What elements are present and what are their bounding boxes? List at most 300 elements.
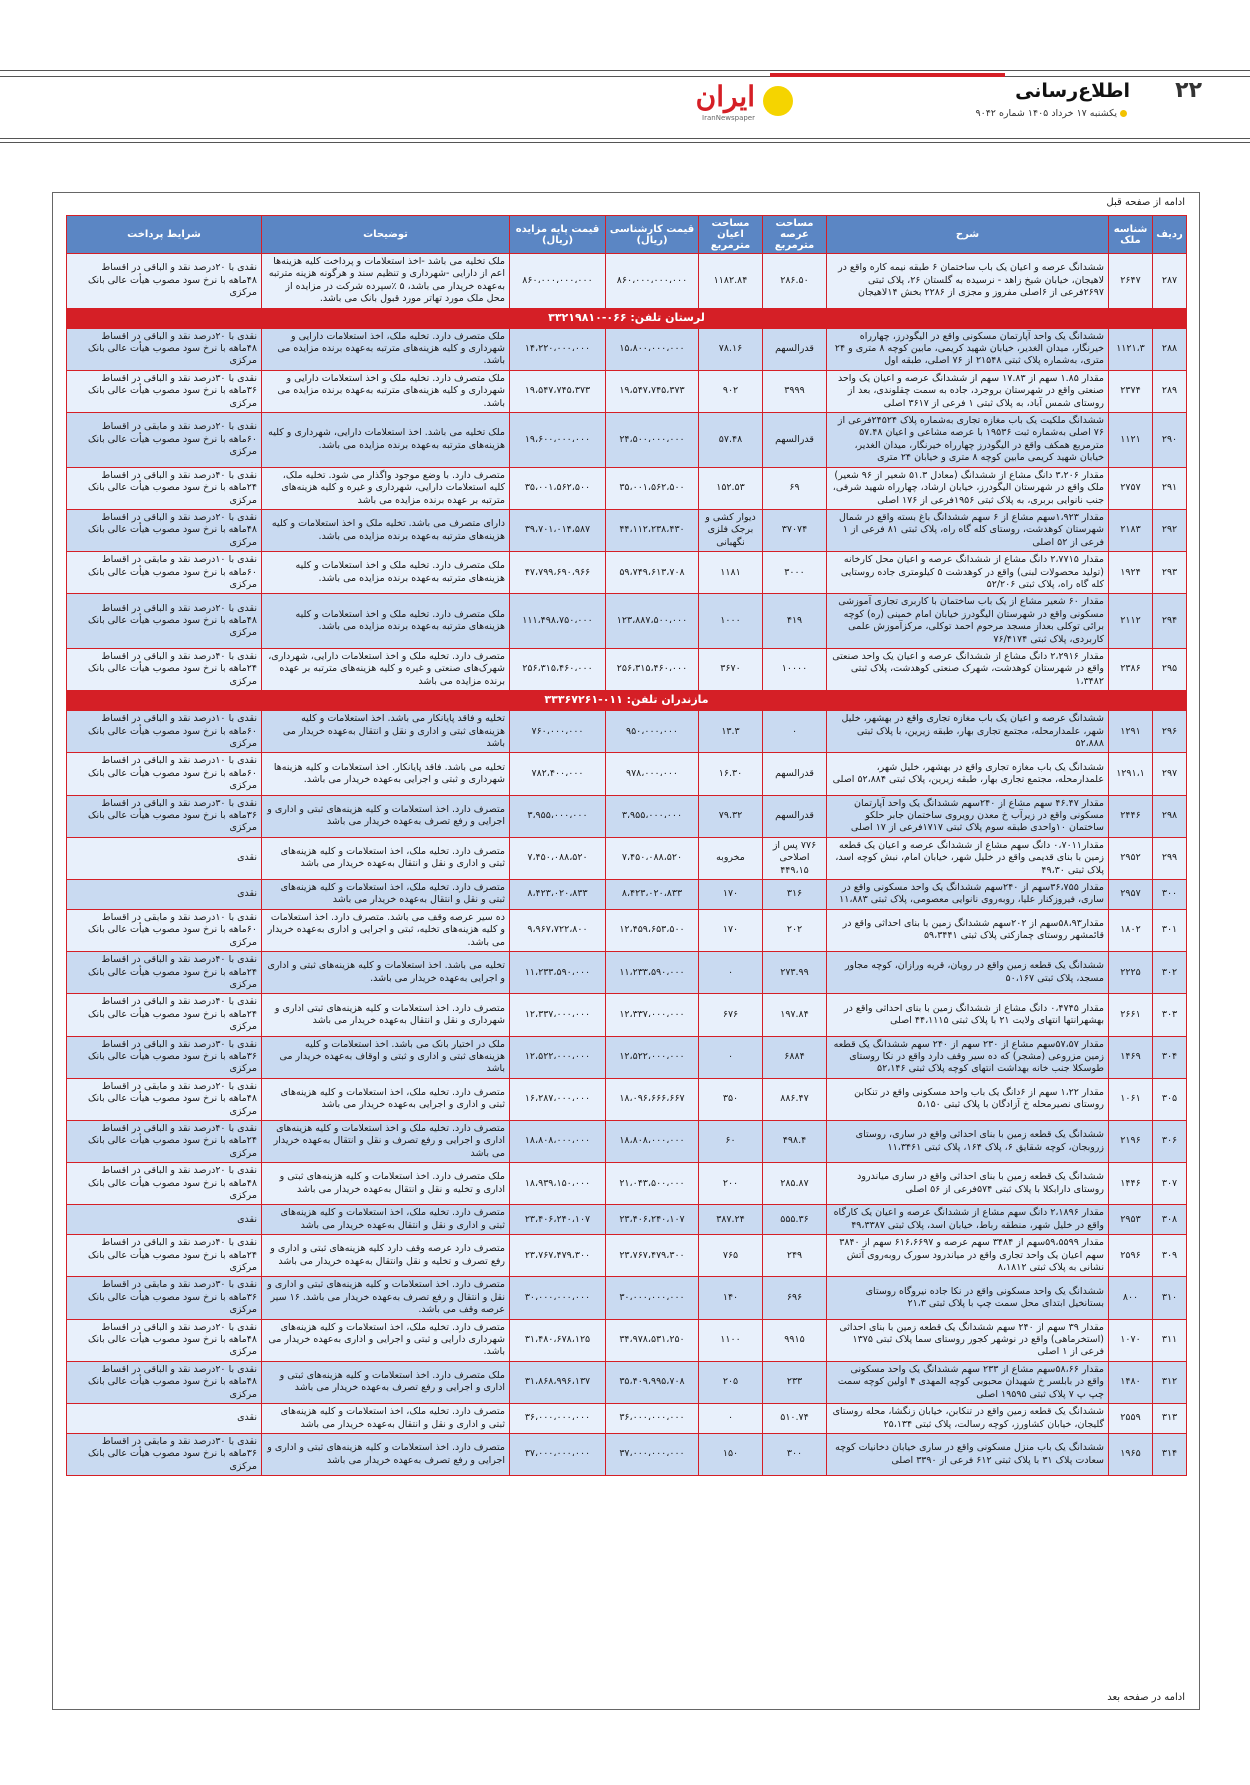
appraisal-price: ۱۸،۸۰۸،۰۰۰،۰۰۰ — [606, 1120, 699, 1162]
row-number: ۲۹۰ — [1153, 413, 1187, 468]
date-line: یکشنبه ۱۷ خرداد ۱۴۰۵ شماره ۹۰۴۲ — [976, 108, 1131, 119]
notes: متصرف دارد. تخلیه ملک، اخذ استعلامات و کلیه هزینه‌های ثبتی و اداری و نقل و انتقال به‌عهده خریدار می باشد — [262, 1404, 510, 1434]
payment-terms: نقدی — [67, 1205, 262, 1235]
appraisal-price: ۷،۴۵۰،۰۸۸،۵۲۰ — [606, 837, 699, 879]
building-area: دیوار کشی و برجک فلزی نگهبانی — [699, 509, 763, 551]
notes: متصرف دارد. اخذ استعلامات و کلیه هزینه‌های ثبتی و اداری و اجرایی و رفع تصرف به‌عهده خریدار می باشد — [262, 795, 510, 837]
description: ششدانگ یک قطعه زمین واقع در رویان، قریه ورازان، کوچه مجاور مسجد، پلاک ثبتی ۵۰،۱۶۷ — [827, 952, 1109, 994]
row-number: ۳۰۹ — [1153, 1235, 1187, 1277]
row-number: ۲۹۱ — [1153, 467, 1187, 509]
property-id: ۱۲۹۱،۱ — [1109, 753, 1153, 795]
row-number: ۳۰۸ — [1153, 1205, 1187, 1235]
building-area: ۶۰ — [699, 1120, 763, 1162]
description: مقدار ۲،۲۹۱۶ دانگ مشاع از ششدانگ عرصه و اعیان یک واحد صنعتی واقع در شهرستان کوهدشت، شهرک صنعتی کوهدشت، پلاک ثبتی ۱،۳۴۸۲ — [827, 648, 1109, 690]
building-area: ۱۵۰ — [699, 1433, 763, 1475]
building-area: ۲۰۰ — [699, 1163, 763, 1205]
notes: متصرف دارد. اخذ استعلامات و کلیه هزینه‌های ثبتی اداری و شهرداری و نقل و انتقال به‌عهده خریدار می باشد — [262, 994, 510, 1036]
auction-table — [66, 215, 1187, 1476]
payment-terms: نقدی با ۲۰درصد نقد و الباقی در اقساط ۴۸ماهه با نرخ سود مصوب هیأت عالی بانک مرکزی — [67, 509, 262, 551]
appraisal-price: ۲۳،۴۰۶،۲۴۰،۱۰۷ — [606, 1205, 699, 1235]
table-row — [67, 1433, 1187, 1475]
column-header: توضیحات — [262, 216, 510, 254]
description: مقدار ۱،۹۲۳سهم مشاع از ۶ سهم ششدانگ باغ بسته واقع در شمال شهرستان کوهدشت، روستای کله گاه راه، پلاک ثبتی ۸۱ فرعی از ۱ فرعی از ۵۲ اصلی — [827, 509, 1109, 551]
description: ششدانگ یک قطعه زمین با بنای احداثی واقع در ساری، روستای زروبجان، کوچه شقایق ۶، پلاک ۱۶۴، پلاک ثبتی ۱۱،۳۴۶۱ — [827, 1120, 1109, 1162]
next-page-note: ادامه در صفحه بعد — [1107, 1692, 1185, 1703]
land-area: ۲۸۶.۵۰ — [763, 254, 827, 309]
appraisal-price: ۱۲،۵۲۲،۰۰۰،۰۰۰ — [606, 1036, 699, 1078]
appraisal-price: ۳۷،۰۰۰،۰۰۰،۰۰۰ — [606, 1433, 699, 1475]
notes: ملک متصرف دارد. تخلیه ملک و اخذ استعلامات دارایی و شهرداری و کلیه هزینه‌های مترتبه به‌عهده برنده مزایده می باشد. — [262, 370, 510, 412]
table-row — [67, 795, 1187, 837]
masthead — [0, 0, 1250, 150]
description: مقدار ۲،۷۷۱۵ دانگ مشاع از ششدانگ عرصه و اعیان محل کارخانه (تولید محصولات لبنی) واقع در کوهدشت ۵ کیلومتری جاده روستایی کله گاه راه، پلاک ثبتی ۵۲/۲۰۶ — [827, 552, 1109, 594]
appraisal-price: ۹۵۰،۰۰۰،۰۰۰ — [606, 711, 699, 753]
base-price: ۲۵۶،۳۱۵،۴۶۰،۰۰۰ — [510, 648, 606, 690]
property-id: ۱۴۴۶ — [1109, 1163, 1153, 1205]
row-number: ۲۹۴ — [1153, 594, 1187, 649]
payment-terms: نقدی با ۴۰درصد نقد و الباقی در اقساط ۲۴ماهه با نرخ سود مصوب هیأت عالی بانک مرکزی — [67, 1235, 262, 1277]
land-area: ۵۵۵.۳۶ — [763, 1205, 827, 1235]
description: مقدار ۳۶،۷۵۵سهم از ۲۴۰سهم ششدانگ یک واحد مسکونی واقع در ساری، فیروزکنار علیا، روبه‌روی نانوایی معصومی، پلاک ثبتی ۱۱،۸۸۳ — [827, 880, 1109, 910]
table-row — [67, 509, 1187, 551]
row-number: ۳۰۳ — [1153, 994, 1187, 1036]
notes: دارای متصرف می باشد. تخلیه ملک و اخذ استعلامات و کلیه هزینه‌های مترتبه به‌عهده برنده مزایده می باشد. — [262, 509, 510, 551]
table-row — [67, 413, 1187, 468]
land-area: قدرالسهم — [763, 328, 827, 370]
province-header-row — [67, 308, 1187, 328]
appraisal-price: ۱۹،۵۴۷،۷۴۵،۳۷۳ — [606, 370, 699, 412]
row-number: ۳۰۵ — [1153, 1078, 1187, 1120]
bottom-rule — [0, 142, 1250, 143]
building-area: ۹۰۲ — [699, 370, 763, 412]
property-id: ۲۳۸۶ — [1109, 648, 1153, 690]
appraisal-price: ۱۲،۳۳۷،۰۰۰،۰۰۰ — [606, 994, 699, 1036]
table-row — [67, 1205, 1187, 1235]
appraisal-price: ۱۲،۴۵۹،۶۵۳،۵۰۰ — [606, 909, 699, 951]
payment-terms: نقدی — [67, 1404, 262, 1434]
property-id: ۱۸۰۲ — [1109, 909, 1153, 951]
building-area: ۰ — [699, 1036, 763, 1078]
land-area: ۱۹۷.۸۴ — [763, 994, 827, 1036]
base-price: ۷۶۰،۰۰۰،۰۰۰ — [510, 711, 606, 753]
row-number: ۳۱۲ — [1153, 1361, 1187, 1403]
base-price: ۱۲،۳۳۷،۰۰۰،۰۰۰ — [510, 994, 606, 1036]
building-area: ۱۵۲.۵۳ — [699, 467, 763, 509]
province-label: لرستان تلفن: ۰۶۶-۳۳۲۱۹۸۱۰ — [67, 308, 1187, 328]
base-price: ۷۸۲،۴۰۰،۰۰۰ — [510, 753, 606, 795]
payment-terms: نقدی با ۲۰درصد نقد و الباقی در اقساط ۴۸ماهه با نرخ سود مصوب هیأت عالی بانک مرکزی — [67, 1319, 262, 1361]
payment-terms: نقدی — [67, 837, 262, 879]
property-id: ۲۱۱۲ — [1109, 594, 1153, 649]
table-row — [67, 837, 1187, 879]
content-frame — [52, 192, 1200, 1710]
description: مقدار۰،۷۰۱۱ دانگ سهم مشاع از ششدانگ عرصه و اعیان یک قطعه زمین با بنای قدیمی واقع در خلیل شهر، خیابان امام، نبش کوچه اسد، پلاک ثبتی ۴۹،۳۰ — [827, 837, 1109, 879]
base-price: ۱۱۱،۴۹۸،۷۵۰،۰۰۰ — [510, 594, 606, 649]
table-row — [67, 1235, 1187, 1277]
notes: متصرف دارد. تخلیه ملک، اخذ استعلامات و کلیه هزینه‌های ثبتی و اداری و اجرایی به‌عهده خریدار می باشد — [262, 1078, 510, 1120]
table-row — [67, 1078, 1187, 1120]
accent-strip — [770, 73, 1005, 77]
notes: تخلیه و فاقد پایانکار می باشد. اخذ استعلامات و کلیه هزینه‌های ثبتی و اداری و نقل و انتقال به‌عهده خریدار می باشد — [262, 711, 510, 753]
row-number: ۳۱۱ — [1153, 1319, 1187, 1361]
column-header: شرایط پرداخت — [67, 216, 262, 254]
property-id: ۲۵۹۶ — [1109, 1235, 1153, 1277]
description: ششدانگ یک قطعه زمین با بنای احداثی واقع در ساری میاندرود روستای دارابکلا با پلاک ثبتی ۵۷۴فرعی از ۵۶ اصلی — [827, 1163, 1109, 1205]
payment-terms: نقدی با ۳۰درصد نقد و مابقی در اقساط ۳۶ماهه با نرخ سود مصوب هیأت عالی بانک مرکزی — [67, 1277, 262, 1319]
table-row — [67, 994, 1187, 1036]
appraisal-price: ۱۵،۸۰۰،۰۰۰،۰۰۰ — [606, 328, 699, 370]
table-row — [67, 1277, 1187, 1319]
logo-subtitle: IranNewspaper — [702, 114, 755, 122]
table-header-row — [67, 216, 1187, 254]
land-area: ۷۷۶ پس از اصلاحی ۴۴۹،۱۵ — [763, 837, 827, 879]
land-area: قدرالسهم — [763, 413, 827, 468]
land-area: ۴۹۸.۴ — [763, 1120, 827, 1162]
base-price: ۳۱،۴۸۰،۶۷۸،۱۲۵ — [510, 1319, 606, 1361]
property-id: ۱۹۶۵ — [1109, 1433, 1153, 1475]
description: مقدار ۴۶.۴۷ سهم مشاع از ۲۴۰سهم ششدانگ یک واحد آپارتمان مسکونی واقع در زیرآب خ معدن رویروی ساختمان جابر حلکو ساختمان ۱۰واحدی طبقه سوم پلاک ثبتی ۱۷۱۷فرعی از ۱۷ اصلی — [827, 795, 1109, 837]
logo-text: ایران — [695, 80, 755, 113]
row-number: ۲۸۸ — [1153, 328, 1187, 370]
property-id: ۲۲۲۵ — [1109, 952, 1153, 994]
table-row — [67, 254, 1187, 309]
payment-terms: نقدی با ۲۰درصد نقد و الباقی در اقساط ۴۸ماهه با نرخ سود مصوب هیأت عالی بانک مرکزی — [67, 594, 262, 649]
property-id: ۲۶۶۱ — [1109, 994, 1153, 1036]
column-header: قیمت کارشناسی (ریال) — [606, 216, 699, 254]
table-row — [67, 328, 1187, 370]
property-id: ۱۲۹۱ — [1109, 711, 1153, 753]
payment-terms: نقدی با ۱۰درصد نقد و مابقی در اقساط ۶۰ماهه با نرخ سود مصوب هیأت عالی بانک مرکزی — [67, 909, 262, 951]
appraisal-price: ۱۱،۲۳۳،۵۹۰،۰۰۰ — [606, 952, 699, 994]
payment-terms: نقدی با ۱۰درصد نقد و الباقی در اقساط ۶۰ماهه با نرخ سود مصوب هیأت عالی بانک مرکزی — [67, 711, 262, 753]
description: مقدار ۳،۲۰۶ دانگ مشاع از ششدانگ (معادل ۵۱.۳ شعیر از ۹۶ شعیر) ملک واقع در شهرستان الیگودرز، خیابان ارشاد، چهارراه شهید شرفی، جنب نانوایی بربری، به پلاک ثبتی ۱۹۵۶فرعی از ۱۷۶ اصلی — [827, 467, 1109, 509]
province-label: مازندران تلفن: ۰۱۱-۳۳۳۶۷۲۶۱ — [67, 691, 1187, 711]
row-number: ۲۹۵ — [1153, 648, 1187, 690]
notes: ملک متصرف دارد. تخلیه ملک و اخذ استعلامات و کلیه هزینه‌های مترتبه به‌عهده برنده مزایده می باشد. — [262, 594, 510, 649]
notes: ملک متصرف دارد. اخذ استعلامات و کلیه هزینه‌های ثبتی و اداری و تخلیه و نقل و انتقال به‌عهده خریدار می باشد — [262, 1163, 510, 1205]
payment-terms: نقدی با ۳۰درصد نقد و الباقی در اقساط ۳۶ماهه با نرخ سود مصوب هیأت عالی بانک مرکزی — [67, 1036, 262, 1078]
payment-terms: نقدی با ۲۰درصد نقد و الباقی در اقساط ۴۸ماهه با نرخ سود مصوب هیأت عالی بانک مرکزی — [67, 1361, 262, 1403]
table-row — [67, 952, 1187, 994]
row-number: ۳۰۴ — [1153, 1036, 1187, 1078]
appraisal-price: ۳۴،۹۷۸،۵۳۱،۲۵۰ — [606, 1319, 699, 1361]
base-price: ۷،۴۵۰،۰۸۸،۵۲۰ — [510, 837, 606, 879]
property-id: ۲۴۴۶ — [1109, 795, 1153, 837]
appraisal-price: ۳۵،۴۰۹،۹۹۵،۷۰۸ — [606, 1361, 699, 1403]
description: مقدار ۵۷،۵۷سهم مشاع از ۲۳۰ سهم از ۲۴۰ سهم ششدانگ یک قطعه زمین مزروعی (مشجر) که ده سیر وقف دارد واقع در نکا روستای طوسکلا جنب خانه بهداشت انتهای کوچه پلاک ثبتی ۵۲،۱۴۶ — [827, 1036, 1109, 1078]
land-area: ۱۰۰۰۰ — [763, 648, 827, 690]
base-price: ۱۶،۲۸۷،۰۰۰،۰۰۰ — [510, 1078, 606, 1120]
column-header: شناسه ملک — [1109, 216, 1153, 254]
table-row — [67, 467, 1187, 509]
property-id: ۱۱۲۱،۳ — [1109, 328, 1153, 370]
appraisal-price: ۸۶۰،۰۰۰،۰۰۰،۰۰۰ — [606, 254, 699, 309]
base-price: ۱۲،۵۲۲،۰۰۰،۰۰۰ — [510, 1036, 606, 1078]
property-id: ۲۵۵۹ — [1109, 1404, 1153, 1434]
land-area: ۸۸۶.۴۷ — [763, 1078, 827, 1120]
notes: ملک تخلیه می باشد -اخذ استعلامات و پرداخت کلیه هزینه‌ها اعم از دارایی -شهرداری و تنظیم سند و هرگونه هزینه مترتبه به‌عهده خریدار می باشد، ۵ ٪سپرده شرکت در مزایده از محل ملک مورد تهاتر مورد قبول بانک می باشد. — [262, 254, 510, 309]
payment-terms: نقدی با ۲۰درصد نقد و مابقی در اقساط ۴۸ماهه با نرخ سود مصوب هیأت عالی بانک مرکزی — [67, 1078, 262, 1120]
appraisal-price: ۲۱،۰۴۳،۵۰۰،۰۰۰ — [606, 1163, 699, 1205]
notes: ملک متصرف دارد. تخلیه ملک، اخذ استعلامات دارایی و شهرداری و کلیه هزینه‌های مترتبه به‌عهده برنده مزایده می باشد. — [262, 328, 510, 370]
top-rule — [0, 70, 1250, 71]
description: مقدار۵۸،۹۳سهم از ۲۰۲سهم ششدانگ زمین با بنای احداثی واقع در قائمشهر روستای چمازکتی پلاک ثبتی ۵۹،۳۴۴۱ — [827, 909, 1109, 951]
description: مقدار ۵۹،۵۵۹۹سهم از ۳۴۸۴ سهم عرصه و ۶۱۶،۶۶۹۷ سهم از ۳۸۴۰ سهم اعیان یک واحد تجاری واقع در میاندرود سورک روبه‌روی آتش نشانی به پلاک ثبتی ۸،۱۸۱۲ — [827, 1235, 1109, 1277]
description: مقدار ۳۹ سهم از ۲۴۰ سهم ششدانگ یک قطعه زمین با بنای احداثی (استخرماهی) واقع در نوشهر کجور روستای سما پلاک ثبتی ۱۳۷۵ فرعی از ۱ اصلی — [827, 1319, 1109, 1361]
table-row — [67, 1120, 1187, 1162]
notes: تخلیه می باشد. فاقد پایانکار. اخذ استعلامات و کلیه هزینه‌ها شهرداری و ثبتی و اجرایی به‌عهده خریدار می باشد. — [262, 753, 510, 795]
base-price: ۸۶۰،۰۰۰،۰۰۰،۰۰۰ — [510, 254, 606, 309]
description: مقدار ۵۸،۶۶سهم مشاع از ۲۳۳ سهم ششدانگ یک واحد مسکونی واقع در بابلسر خ شهیدان محبوبی کوچه المهدی ۴ اولین کوچه سمت چپ پ ۷ پلاک ثبتی ۱۹۵۹۵ اصلی — [827, 1361, 1109, 1403]
dot-icon — [1120, 110, 1127, 117]
building-area: ۰ — [699, 1404, 763, 1434]
appraisal-price: ۱۲۳،۸۸۷،۵۰۰،۰۰۰ — [606, 594, 699, 649]
appraisal-price: ۸،۴۲۳،۰۲۰،۸۳۳ — [606, 880, 699, 910]
notes: متصرف دارد. با وضع موجود واگذار می شود. تخلیه ملک، کلیه استعلامات دارایی، شهرداری و غیره و کلیه هزینه‌های مترتبه بر عهده برنده مزایده می باشد — [262, 467, 510, 509]
base-price: ۱۹،۶۰۰،۰۰۰،۰۰۰ — [510, 413, 606, 468]
notes: متصرف دارد. تخلیه ملک، اخذ استعلامات و کلیه هزینه‌های شهرداری دارایی و ثبتی و اجرایی و اداری به‌عهده خریدار می باشد. — [262, 1319, 510, 1361]
base-price: ۳۷،۰۰۰،۰۰۰،۰۰۰ — [510, 1433, 606, 1475]
base-price: ۴۷،۷۹۹،۶۹۰،۹۶۶ — [510, 552, 606, 594]
building-area: ۱۰۰۰ — [699, 594, 763, 649]
land-area: ۲۸۵.۸۷ — [763, 1163, 827, 1205]
row-number: ۳۰۲ — [1153, 952, 1187, 994]
building-area: ۷۶۵ — [699, 1235, 763, 1277]
land-area: ۳۰۰۰ — [763, 552, 827, 594]
property-id: ۲۱۹۶ — [1109, 1120, 1153, 1162]
newspaper-logo[interactable] — [673, 82, 793, 122]
province-header-row — [67, 691, 1187, 711]
notes: متصرف دارد. اخذ استعلامات و کلیه هزینه‌های ثبتی و اداری و نقل و انتقال و رفع تصرف به‌عهده خریدار می باشد. ۱۶ سیر عرصه وقف می باشد. — [262, 1277, 510, 1319]
base-price: ۳۰،۰۰۰،۰۰۰،۰۰۰ — [510, 1277, 606, 1319]
payment-terms: نقدی با ۳۰درصد نقد و الباقی در اقساط ۳۶ماهه با نرخ سود مصوب هیأت عالی بانک مرکزی — [67, 795, 262, 837]
property-id: ۸۰۰ — [1109, 1277, 1153, 1319]
table-row — [67, 1361, 1187, 1403]
building-area: ۳۶۷۰ — [699, 648, 763, 690]
payment-terms: نقدی با ۴۰درصد نقد و الباقی در اقساط ۲۴ماهه با نرخ سود مصوب هیأت عالی بانک مرکزی — [67, 994, 262, 1036]
payment-terms: نقدی با ۲۰درصد نقد و مابقی در اقساط ۶۰ماهه با نرخ سود مصوب هیأت عالی بانک مرکزی — [67, 413, 262, 468]
property-id: ۱۴۸۰ — [1109, 1361, 1153, 1403]
row-number: ۲۸۹ — [1153, 370, 1187, 412]
row-number: ۳۱۴ — [1153, 1433, 1187, 1475]
description: ششدانگ عرصه و اعیان یک باب ساختمان ۶ طبقه نیمه کاره واقع در لاهیجان، خیابان شیخ زاهد - نرسیده به گلستان ۲۶، پلاک ثبتی ۲۶۹۷فرعی از ۶اصلی مفروز و مجزی از ۲۲۸۶ بخش ۱۴لاهیجان — [827, 254, 1109, 309]
row-number: ۳۰۱ — [1153, 909, 1187, 951]
property-id: ۲۹۵۷ — [1109, 880, 1153, 910]
continued-note: ادامه از صفحه قبل — [1106, 197, 1185, 208]
table-row — [67, 594, 1187, 649]
description: مقدار ۰،۴۷۴۵ دانگ مشاع از ششدانگ زمین با بنای احداثی واقع در بهشهرانتها انتهای ولایت ۲۱ با پلاک ثبتی ۴۴،۱۱۱۵ اصلی — [827, 994, 1109, 1036]
appraisal-price: ۱۸،۰۹۶،۶۶۶،۶۶۷ — [606, 1078, 699, 1120]
row-number: ۲۹۷ — [1153, 753, 1187, 795]
table-row — [67, 753, 1187, 795]
land-area: ۶۹۶ — [763, 1277, 827, 1319]
payment-terms: نقدی با ۲۰درصد نقد و الباقی در اقساط ۴۸ماهه با نرخ سود مصوب هیأت عالی بانک مرکزی — [67, 328, 262, 370]
building-area: ۳۸۷.۲۴ — [699, 1205, 763, 1235]
payment-terms: نقدی با ۱۰درصد نقد و مابقی در اقساط ۶۰ماهه با نرخ سود مصوب هیأت عالی بانک مرکزی — [67, 552, 262, 594]
property-id: ۱۴۶۹ — [1109, 1036, 1153, 1078]
payment-terms: نقدی با ۴۰درصد نقد و الباقی در اقساط ۲۴ماهه با نرخ سود مصوب هیأت عالی بانک مرکزی — [67, 1120, 262, 1162]
row-number: ۲۹۹ — [1153, 837, 1187, 879]
land-area: قدرالسهم — [763, 753, 827, 795]
property-id: ۲۷۵۷ — [1109, 467, 1153, 509]
top-rule — [0, 76, 1250, 77]
row-number: ۳۱۳ — [1153, 1404, 1187, 1434]
notes: تخلیه می باشد. اخذ استعلامات و کلیه هزینه‌های ثبتی و اداری و اجرایی به‌عهده خریدار می باشد. — [262, 952, 510, 994]
description: ششدانگ ملکیت یک باب مغازه تجاری به‌شماره پلاک ۲۴۵۲۴فرعی از ۷۶ اصلی به‌شماره ثبت ۱۹۵۳۶ با عرصه مشاعی و اعیان ۵۷.۴۸ مترمربع همکف واقع در الیگودرز چهارراه خیرنگار، میدان الغدیر، خیابان شهید کریمی مابین کوچه ۸ متری و خیابان ۲۴ متری — [827, 413, 1109, 468]
row-number: ۲۹۶ — [1153, 711, 1187, 753]
table-row — [67, 1163, 1187, 1205]
land-area: ۳۱۶ — [763, 880, 827, 910]
notes: متصرف دارد. تخلیه ملک، اخذ استعلامات و کلیه هزینه‌های ثبتی و نقل و انتقال به‌عهده خریدار می باشد — [262, 880, 510, 910]
notes: متصرف دارد. تخلیه ملک، اخذ استعلامات و کلیه هزینه‌های ثبتی و اداری و نقل و انتقال به‌عهده خریدار می باشد — [262, 1205, 510, 1235]
notes: ده سیر عرصه وقف می باشد. متصرف دارد. اخذ استعلامات و کلیه هزینه‌های تخلیه، ثبتی و اجرایی و اداری به‌عهده خریدار می باشد. — [262, 909, 510, 951]
row-number: ۲۹۸ — [1153, 795, 1187, 837]
base-price: ۳۱،۸۶۸،۹۹۶،۱۳۷ — [510, 1361, 606, 1403]
land-area: ۴۱۹ — [763, 594, 827, 649]
table-body — [67, 254, 1187, 1476]
row-number: ۲۹۳ — [1153, 552, 1187, 594]
description: ششدانگ یک واحد آپارتمان مسکونی واقع در الیگودرز، چهارراه خیرنگار، میدان الغدیر، خیابان شهید کریمی، مابین کوچه ۸ متری و ۲۴ متری، به‌شماره پلاک ثبتی ۲۱۵۴۸ از ۷۶ اصلی، طبقه اول — [827, 328, 1109, 370]
building-area: ۱۳.۳ — [699, 711, 763, 753]
building-area: ۱۷۰ — [699, 909, 763, 951]
column-header: مساحت اعیان مترمربع — [699, 216, 763, 254]
building-area: ۳۵۰ — [699, 1078, 763, 1120]
land-area: ۲۷۳.۹۹ — [763, 952, 827, 994]
base-price: ۸،۴۲۳،۰۲۰،۸۳۳ — [510, 880, 606, 910]
base-price: ۳،۹۵۵،۰۰۰،۰۰۰ — [510, 795, 606, 837]
building-area: ۱۶.۳۰ — [699, 753, 763, 795]
property-id: ۱۱۲۱ — [1109, 413, 1153, 468]
page-number: ۲۲ — [1175, 78, 1202, 103]
property-id: ۲۱۸۳ — [1109, 509, 1153, 551]
payment-terms: نقدی با ۴۰درصد نقد و الباقی در اقساط ۲۴ماهه با نرخ سود مصوب هیأت عالی بانک مرکزی — [67, 467, 262, 509]
building-area: ۱۱۰۰ — [699, 1319, 763, 1361]
building-area: ۱۱۸۲.۸۴ — [699, 254, 763, 309]
payment-terms: نقدی با ۴۰درصد نقد و الباقی در اقساط ۲۴ماهه با نرخ سود مصوب هیأت عالی بانک مرکزی — [67, 648, 262, 690]
appraisal-price: ۹۷۸،۰۰۰،۰۰۰ — [606, 753, 699, 795]
description: ششدانگ یک باب مغازه تجاری واقع در بهشهر، خلیل شهر، علمدارمحله، مجتمع تجاری بهار، طبقه زیرین، پلاک ثبتی ۵۲،۸۸۴ اصلی — [827, 753, 1109, 795]
notes: ملک متصرف دارد. اخذ استعلامات و کلیه هزینه‌های ثبتی و اداری و اجرایی و رفع تصرف به‌عهده خریدار می باشد — [262, 1361, 510, 1403]
description: ششدانگ عرصه و اعیان یک باب مغازه تجاری واقع در بهشهر، خلیل شهر، علمدارمحله، مجتمع تجاری بهار، طبقه زیرین، با پلاک ثبتی ۵۲،۸۸۸ — [827, 711, 1109, 753]
property-id: ۱۹۲۴ — [1109, 552, 1153, 594]
sun-icon — [763, 86, 793, 116]
column-header: ردیف — [1153, 216, 1187, 254]
appraisal-price: ۵۹،۷۴۹،۶۱۳،۷۰۸ — [606, 552, 699, 594]
notes: متصرف دارد. تخلیه ملک و اخذ استعلامات دارایی، شهرداری، شهرک‌های صنعتی و غیره و کلیه هزینه‌های مترتبه بر عهده برنده مزایده می باشد — [262, 648, 510, 690]
appraisal-price: ۲۴،۵۰۰،۰۰۰،۰۰۰ — [606, 413, 699, 468]
land-area: ۰ — [763, 711, 827, 753]
description: مقدار ۶۰ شعیر مشاع از یک باب ساختمان با کاربری تجاری آموزشی مسکونی واقع در شهرستان الیگودرز خیابان امام خمینی (ره) کوچه برائی توکلی بعداز مسجد مرحوم احمد توکلی، مرکزآموزش علمی کاربردی، پلاک ثبتی ۷۶/۴۱۷۴ — [827, 594, 1109, 649]
row-number: ۳۰۰ — [1153, 880, 1187, 910]
building-area: ۰ — [699, 952, 763, 994]
land-area: ۶۸۸۴ — [763, 1036, 827, 1078]
building-area: ۶۷۶ — [699, 994, 763, 1036]
building-area: ۱۷۰ — [699, 880, 763, 910]
row-number: ۳۱۰ — [1153, 1277, 1187, 1319]
table-row — [67, 648, 1187, 690]
property-id: ۲۹۵۳ — [1109, 1205, 1153, 1235]
base-price: ۱۴،۲۲۰،۰۰۰،۰۰۰ — [510, 328, 606, 370]
notes: متصرف دارد عرصه وقف دارد کلیه هزینه‌های ثبتی و اداری و رفع تصرف و تخلیه و نقل وانتقال به‌عهده خریدار می باشد — [262, 1235, 510, 1277]
notes: ملک تخلیه می باشد. اخذ استعلامات دارایی، شهرداری و کلیه هزینه‌های مترتبه به‌عهده برنده مزایده می باشد. — [262, 413, 510, 468]
table-row — [67, 1404, 1187, 1434]
building-area: مخروبه — [699, 837, 763, 879]
appraisal-price: ۳۰،۰۰۰،۰۰۰،۰۰۰ — [606, 1277, 699, 1319]
table-row — [67, 909, 1187, 951]
notes: متصرف دارد. تخلیه ملک، اخذ استعلامات و کلیه هزینه‌های ثبتی و اداری و نقل و انتقال به‌عهده خریدار می باشد — [262, 837, 510, 879]
payment-terms: نقدی با ۱۰درصد نقد و الباقی در اقساط ۶۰ماهه با نرخ سود مصوب هیأت عالی بانک مرکزی — [67, 753, 262, 795]
table-row — [67, 552, 1187, 594]
payment-terms: نقدی با ۲۰درصد نقد و الباقی در اقساط ۴۸ماهه با نرخ سود مصوب هیأت عالی بانک مرکزی — [67, 254, 262, 309]
base-price: ۳۶،۰۰۰،۰۰۰،۰۰۰ — [510, 1404, 606, 1434]
base-price: ۹،۹۶۷،۷۲۲،۸۰۰ — [510, 909, 606, 951]
appraisal-price: ۳،۹۵۵،۰۰۰،۰۰۰ — [606, 795, 699, 837]
building-area: ۱۴۰ — [699, 1277, 763, 1319]
property-id: ۱۰۶۱ — [1109, 1078, 1153, 1120]
appraisal-price: ۲۳،۷۶۷،۴۷۹،۳۰۰ — [606, 1235, 699, 1277]
base-price: ۱۸،۹۳۹،۱۵۰،۰۰۰ — [510, 1163, 606, 1205]
description: ششدانگ یک باب منزل مسکونی واقع در ساری خیابان دخانیات کوچه سعادت پلاک ۳۱ با پلاک ثبتی ۶۱۲ فرعی از ۳۳۹۰ اصلی — [827, 1433, 1109, 1475]
building-area: ۵۷.۴۸ — [699, 413, 763, 468]
row-number: ۲۸۷ — [1153, 254, 1187, 309]
base-price: ۲۳،۴۰۶،۲۴۰،۱۰۷ — [510, 1205, 606, 1235]
payment-terms: نقدی با ۴۰درصد نقد و الباقی در اقساط ۲۴ماهه با نرخ سود مصوب هیأت عالی بانک مرکزی — [67, 952, 262, 994]
building-area: ۱۱۸۱ — [699, 552, 763, 594]
land-area: ۳۷۰۷۴ — [763, 509, 827, 551]
description: مقدار ۱.۸۵ سهم از ۱۷.۸۳ سهم از ششدانگ عرصه و اعیان یک واحد صنعتی واقع در شهرستان بروجرد، جاده به سمت چقلوندی، بعد از روستای شمس آباد، به پلاک ثبتی ۱ فرعی از ۳۶۱۷ اصلی — [827, 370, 1109, 412]
base-price: ۳۹،۷۰۱،۰۱۴،۵۸۷ — [510, 509, 606, 551]
row-number: ۳۰۶ — [1153, 1120, 1187, 1162]
table-row — [67, 1319, 1187, 1361]
base-price: ۱۱،۲۳۳،۵۹۰،۰۰۰ — [510, 952, 606, 994]
building-area: ۷۸.۱۶ — [699, 328, 763, 370]
land-area: ۲۴۹ — [763, 1235, 827, 1277]
land-area: ۳۹۹۹ — [763, 370, 827, 412]
land-area: ۲۳۳ — [763, 1361, 827, 1403]
appraisal-price: ۳۶،۰۰۰،۰۰۰،۰۰۰ — [606, 1404, 699, 1434]
description: مقدار ۱،۲۲ سهم از ۶دانگ یک باب واحد مسکونی واقع در تنکابن روستای نصیرمحله خ آزادگان با پلاک ثبتی ۵،۱۵۰ — [827, 1078, 1109, 1120]
description: ششدانگ یک واحد مسکونی واقع در نکا جاده نیروگاه روستای بستانخیل ابتدای محل سمت چپ با پلاک ثبتی ۲۱،۳ — [827, 1277, 1109, 1319]
table-row — [67, 1036, 1187, 1078]
land-area: ۹۹۱۵ — [763, 1319, 827, 1361]
property-id: ۲۹۵۲ — [1109, 837, 1153, 879]
payment-terms: نقدی با ۲۰درصد نقد و الباقی در اقساط ۴۸ماهه با نرخ سود مصوب هیأت عالی بانک مرکزی — [67, 1163, 262, 1205]
column-header: قیمت پایه مزایده (ریال) — [510, 216, 606, 254]
payment-terms: نقدی با ۳۰درصد نقد و مابقی در اقساط ۳۶ماهه با نرخ سود مصوب هیأت عالی بانک مرکزی — [67, 1433, 262, 1475]
notes: ملک متصرف دارد. تخلیه ملک و اخذ استعلامات و کلیه هزینه‌های مترتبه به‌عهده برنده مزایده می باشد. — [262, 552, 510, 594]
table-row — [67, 711, 1187, 753]
property-id: ۲۶۴۷ — [1109, 254, 1153, 309]
description: مقدار ۲،۱۸۹۶ دانگ سهم مشاع از ششدانگ عرصه و اعیان یک کارگاه واقع در خلیل شهر، منطقه رباط، خیابان اسد، پلاک ثبتی ۴۹،۳۳۸۷ — [827, 1205, 1109, 1235]
appraisal-price: ۴۴،۱۱۲،۲۳۸،۴۳۰ — [606, 509, 699, 551]
payment-terms: نقدی با ۳۰درصد نقد و الباقی در اقساط ۳۶ماهه با نرخ سود مصوب هیأت عالی بانک مرکزی — [67, 370, 262, 412]
description: ششدانگ یک قطعه زمین واقع در تنکابن، خیابان زنگشا، محله روستای گلیجان، خیابان کشاورز، کوچه رسالت، پلاک ثبتی ۲۵،۱۳۴ — [827, 1404, 1109, 1434]
base-price: ۳۵،۰۰۱،۵۶۲،۵۰۰ — [510, 467, 606, 509]
notes: متصرف دارد. تخلیه ملک و اخذ استعلامات و کلیه هزینه‌های اداری و اجرایی و رفع تصرف و نقل و انتقال به‌عهده خریدار می باشد — [262, 1120, 510, 1162]
row-number: ۲۹۲ — [1153, 509, 1187, 551]
building-area: ۲۰۵ — [699, 1361, 763, 1403]
appraisal-price: ۳۵،۰۰۱،۵۶۲،۵۰۰ — [606, 467, 699, 509]
notes: ملک در اختیار بانک می باشد. اخذ استعلامات و کلیه هزینه‌های ثبتی و اداری و ثبتی و اوقاف به‌عهده خریدار می باشد — [262, 1036, 510, 1078]
column-header: شرح — [827, 216, 1109, 254]
land-area: قدرالسهم — [763, 795, 827, 837]
row-number: ۳۰۷ — [1153, 1163, 1187, 1205]
table-row — [67, 880, 1187, 910]
column-header: مساحت عرصه مترمربع — [763, 216, 827, 254]
payment-terms: نقدی — [67, 880, 262, 910]
property-id: ۱۰۷۰ — [1109, 1319, 1153, 1361]
property-id: ۲۳۷۴ — [1109, 370, 1153, 412]
